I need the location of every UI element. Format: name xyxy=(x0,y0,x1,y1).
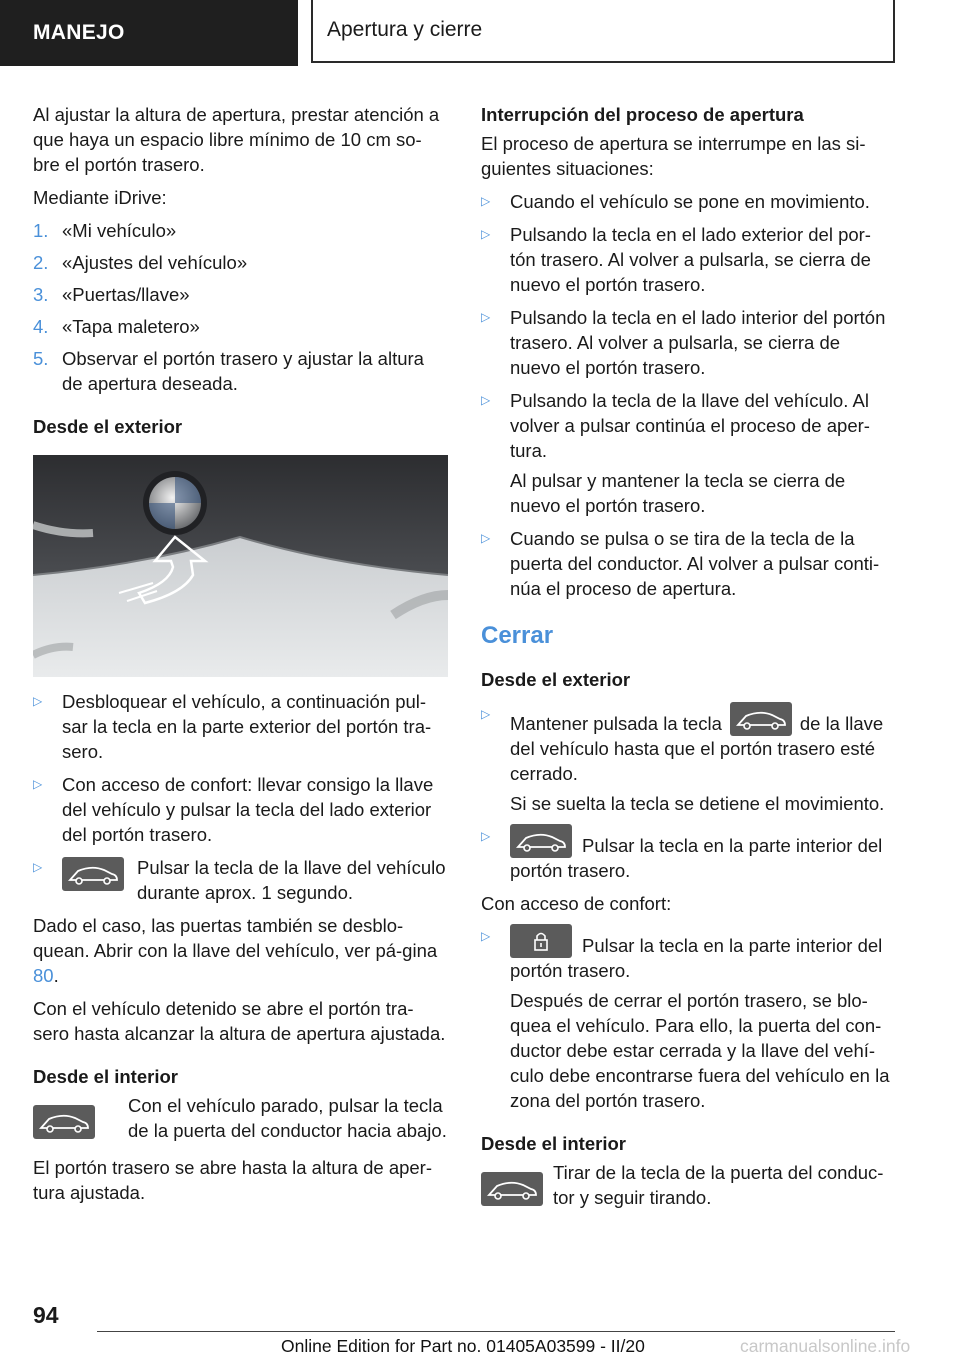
list-item: ▷ Pulsando la tecla de la llave del vehículo. Al volver a pulsar continúa el proceso de aper‐tura. Al pulsar y mantener la tecla se cierra de nuevo el portón trasero. xyxy=(481,388,895,518)
right-column xyxy=(481,102,895,1212)
list-item: ▷ Cuando el vehículo se pone en movimiento. xyxy=(481,191,870,212)
outside-bullets xyxy=(33,689,448,905)
idrive-steps xyxy=(33,218,448,396)
section-tab[interactable]: MANEJO xyxy=(0,0,298,66)
car-tailgate-key-icon xyxy=(730,702,792,736)
page-reference-link[interactable]: 80 xyxy=(33,965,54,986)
triangle-bullet-icon: ▷ xyxy=(481,829,491,843)
close-inside-heading: Desde el interior xyxy=(481,1133,626,1154)
car-tailgate-door-button-icon xyxy=(481,1172,543,1206)
triangle-bullet-icon: ▷ xyxy=(481,194,491,208)
step-item xyxy=(33,346,448,396)
tailgate-button-photo xyxy=(33,455,448,677)
interrupt-heading: Interrupción del proceso de apertura xyxy=(481,104,804,125)
bullet-text: Pulsar la tecla de la llave del vehículo durante aprox. 1 segundo. xyxy=(137,857,446,903)
bullet-text: Con acceso de confort: llevar consigo la llave del vehículo y pulsar la tecla del lado exterior del portón trasero. xyxy=(62,774,434,845)
lock-button-icon xyxy=(510,924,572,958)
step-item xyxy=(33,314,448,339)
triangle-bullet-icon: ▷ xyxy=(481,310,491,324)
step-number: 3. xyxy=(33,284,49,305)
step-item xyxy=(33,250,448,275)
list-item xyxy=(33,689,448,764)
step-text: «Mi vehículo» xyxy=(62,220,177,241)
inside-instruction xyxy=(33,1093,448,1145)
triangle-bullet-icon: ▷ xyxy=(33,860,43,874)
triangle-bullet-icon: ▷ xyxy=(481,393,491,407)
car-tailgate-door-button-icon xyxy=(33,1105,95,1139)
step-text: «Tapa maletero» xyxy=(62,316,200,337)
comfort-bullets xyxy=(481,924,895,1113)
outside-heading: Desde el exterior xyxy=(33,416,183,437)
list-item: ▷ Pulsar la tecla en la parte interior del portón trasero. xyxy=(481,824,895,883)
triangle-bullet-icon: ▷ xyxy=(481,929,491,943)
unlock-note: Dado el caso, las puertas también se desblo‐quean. Abrir con la llave del vehículo, ver pá‐gina 80. xyxy=(33,915,438,986)
step-number: 5. xyxy=(33,348,49,369)
triangle-bullet-icon: ▷ xyxy=(481,227,491,241)
list-item: ▷ Pulsando la tecla en el lado interior del portón trasero. Al volver a pulsarla, se cierra de nuevo el portón trasero. xyxy=(481,307,886,378)
inside-text: Con el vehículo parado, pulsar la tecla de la puerta del conductor hacia abajo. xyxy=(128,1095,447,1141)
step-number: 2. xyxy=(33,252,49,273)
car-tailgate-button-icon xyxy=(510,824,572,858)
inside-result: El portón trasero se abre hasta la altura de aper‐tura ajustada. xyxy=(33,1157,433,1203)
bullet-subtext: Si se suelta la tecla se detiene el movimiento. xyxy=(510,793,885,814)
close-inside-instruction xyxy=(481,1160,895,1212)
idrive-label: Mediante iDrive: xyxy=(33,187,167,208)
step-item xyxy=(33,218,448,243)
left-column xyxy=(33,102,448,1213)
list-item xyxy=(33,855,448,905)
page-number: 94 xyxy=(33,1302,59,1328)
stopped-note: Con el vehículo detenido se abre el portón tra‐sero hasta alcanzar la altura de apertura ajustada. xyxy=(33,998,446,1044)
step-number: 4. xyxy=(33,316,49,337)
bullet-text: Desbloquear el vehículo, a continuación pul‐sar la tecla en la parte exterior del portón tra‐sero. xyxy=(62,691,432,762)
bullet-subtext: Al pulsar y mantener la tecla se cierra de nuevo el portón trasero. xyxy=(510,470,846,516)
intro-paragraph: Al ajustar la altura de apertura, prestar atención a que haya un espacio libre mínimo de 10 cm so‐bre el portón trasero. xyxy=(33,104,440,175)
list-item: ▷ Cuando se pulsa o se tira de la tecla de la puerta del conductor. Al volver a pulsar conti‐núa el proceso de apertura. xyxy=(481,528,880,599)
step-text: «Puertas/llave» xyxy=(62,284,190,305)
triangle-bullet-icon: ▷ xyxy=(33,694,43,708)
inside-heading: Desde el interior xyxy=(33,1066,178,1087)
close-heading: Cerrar xyxy=(481,622,554,649)
car-tailgate-key-icon xyxy=(62,857,124,891)
edition-text: Online Edition for Part no. 01405A03599 - II/20 xyxy=(281,1336,645,1356)
comfort-label: Con acceso de confort: xyxy=(481,893,672,914)
triangle-bullet-icon: ▷ xyxy=(481,531,491,545)
bullet-subtext: Después de cerrar el portón trasero, se blo‐quea el vehículo. Para ello, la puerta del con‐ductor debe estar cerrada y la llave del vehí‐culo debe encontrarse fuera del vehículo en la zona del portón trasero. xyxy=(510,990,890,1111)
step-text: Observar el portón trasero y ajustar la altura de apertura deseada. xyxy=(62,348,424,394)
triangle-bullet-icon: ▷ xyxy=(481,707,491,721)
step-text: «Ajustes del vehículo» xyxy=(62,252,248,273)
watermark: carmanualsonline.info xyxy=(740,1336,911,1356)
step-number: 1. xyxy=(33,220,49,241)
list-item: ▷ Mantener pulsada la tecla de la llave del vehículo hasta que el portón trasero esté cerrado. Si se suelta la tecla se detiene el movimiento. xyxy=(481,702,895,816)
close-inside-text: Tirar de la tecla de la puerta del conduc‐tor y seguir tirando. xyxy=(553,1162,884,1208)
step-item xyxy=(33,282,448,307)
interrupt-intro: El proceso de apertura se interrumpe en las si‐guientes situaciones: xyxy=(481,133,866,179)
triangle-bullet-icon: ▷ xyxy=(33,777,43,791)
close-bullets xyxy=(481,702,895,883)
list-item: ▷ Pulsar la tecla en la parte interior del portón trasero. Después de cerrar el portón trasero, se blo‐quea el vehículo. Para ello, la puerta del con‐ductor debe estar cerrada y la llave del vehí‐culo debe encontrarse fuera del vehículo en la zona del portón trasero. xyxy=(481,924,895,1113)
interrupt-bullets xyxy=(481,189,895,601)
footer-divider xyxy=(97,1331,895,1332)
close-outside-heading: Desde el exterior xyxy=(481,669,631,690)
chapter-title: Apertura y cierre xyxy=(311,0,895,63)
list-item: ▷ Pulsando la tecla en el lado exterior del por‐tón trasero. Al volver a pulsarla, se cierra de nuevo el portón trasero. xyxy=(481,224,871,295)
list-item xyxy=(33,772,448,847)
page-header xyxy=(0,0,960,66)
